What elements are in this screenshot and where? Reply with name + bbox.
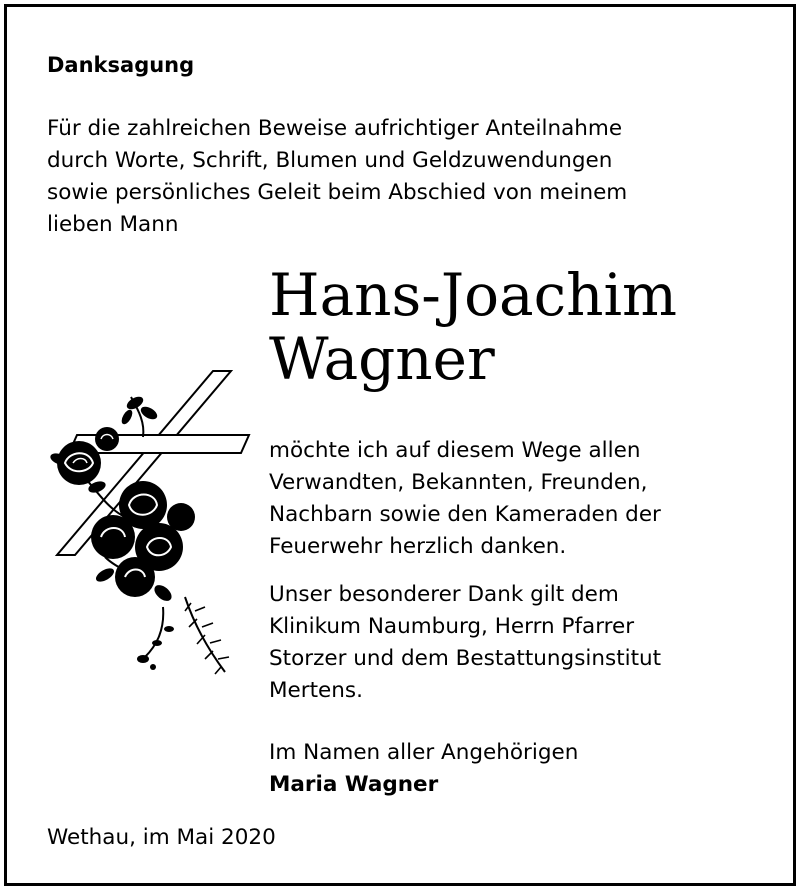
obituary-card	[4, 4, 796, 886]
special-thanks-line: Mertens.	[269, 678, 363, 703]
message-line: möchte ich auf diesem Wege allen	[269, 438, 641, 463]
message-line: Feuerwehr herzlich danken.	[269, 534, 567, 559]
message-line: Verwandten, Bekannten, Freunden,	[269, 470, 648, 495]
message-line: Nachbarn sowie den Kameraden der	[269, 502, 661, 527]
closing-line: Im Namen aller Angehörigen	[269, 740, 579, 765]
cross-with-roses-icon	[35, 367, 255, 687]
special-thanks	[269, 579, 661, 707]
deceased-name	[269, 263, 677, 391]
intro-line: durch Worte, Schrift, Blumen und Geldzuwendungen	[47, 148, 613, 173]
deceased-first-name: Hans-Joachim	[269, 261, 678, 329]
special-thanks-line: Unser besonderer Dank gilt dem	[269, 582, 619, 607]
signer-name: Maria Wagner	[269, 772, 439, 797]
intro-text	[47, 113, 627, 241]
thank-you-message	[269, 435, 661, 563]
special-thanks-line: Klinikum Naumburg, Herrn Pfarrer	[269, 614, 635, 639]
place-and-date: Wethau, im Mai 2020	[47, 825, 276, 850]
intro-line: sowie persönliches Geleit beim Abschied von meinem	[47, 180, 628, 205]
deceased-last-name: Wagner	[269, 325, 495, 393]
special-thanks-line: Storzer und dem Bestattungsinstitut	[269, 646, 662, 671]
closing-block	[269, 737, 578, 801]
intro-line: lieben Mann	[47, 212, 179, 237]
intro-line: Für die zahlreichen Beweise aufrichtiger Anteilnahme	[47, 116, 623, 141]
notice-heading: Danksagung	[47, 53, 195, 77]
